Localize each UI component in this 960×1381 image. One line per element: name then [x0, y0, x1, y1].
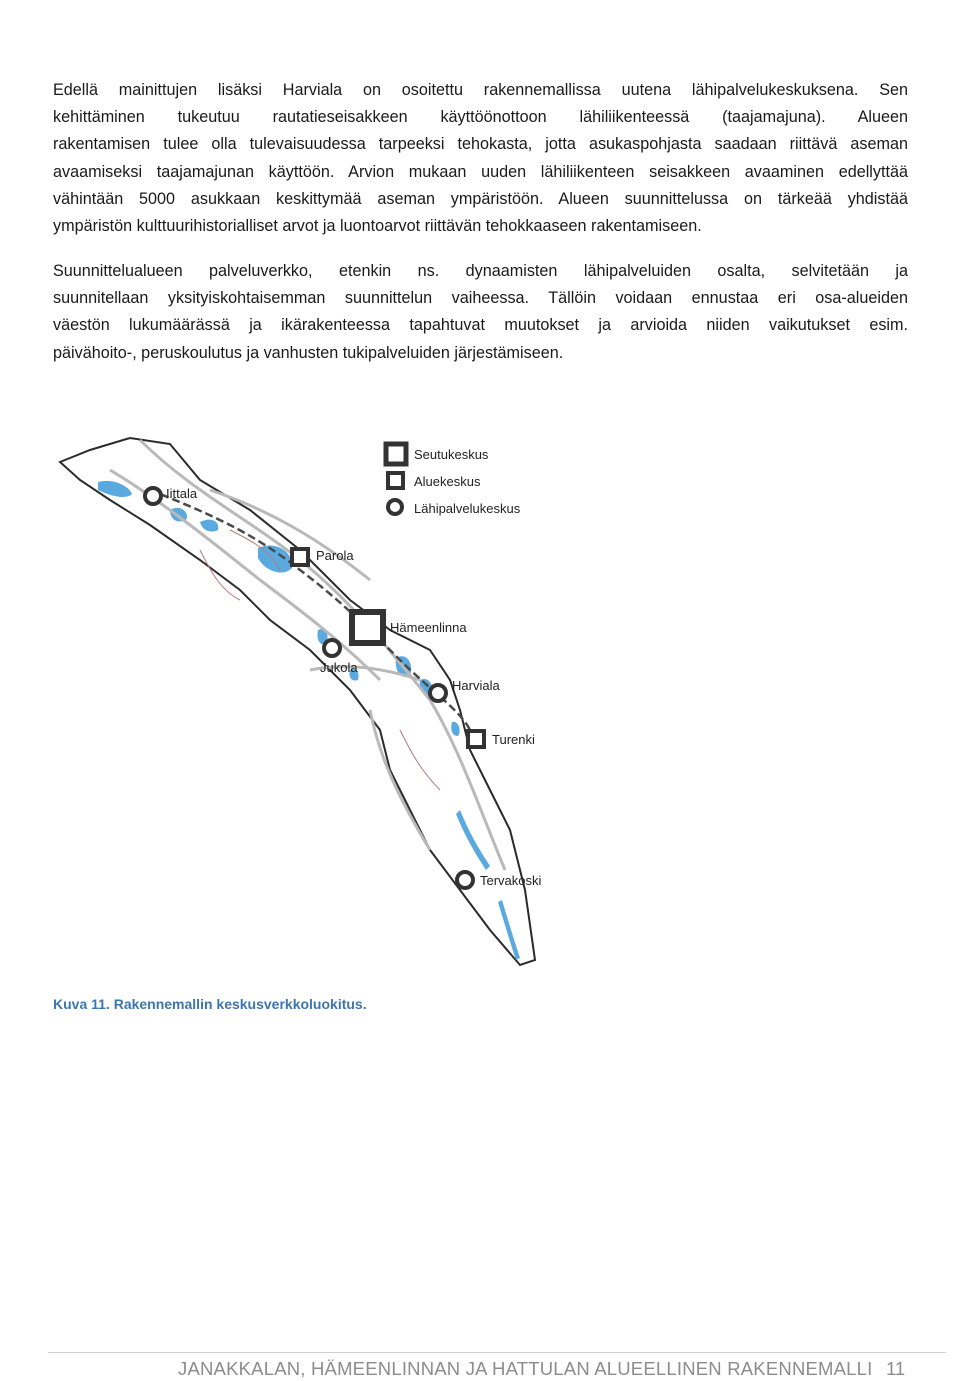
area-center-marker [468, 731, 484, 747]
map-legend [386, 444, 521, 516]
paragraph-1-line: kehittäminen tukeutuu rautatieseisakkeen käyttöönottoon lähiliikenteessä (taajamajuna). Alueen [53, 108, 908, 127]
place-tervakoski [457, 872, 542, 888]
area-center-legend-icon [388, 473, 403, 488]
paragraph-1-line: ympäristön kulttuurihistorialliset arvot ja luontoarvot riittävän tehokkaaseen rakentamiseen. [53, 217, 702, 236]
place-hameenlinna [352, 612, 467, 643]
local-center-marker [324, 640, 340, 656]
place-turenki [468, 731, 535, 747]
page-number: 11 [886, 1358, 906, 1379]
local-center-legend-icon [388, 500, 402, 514]
center-network-map [50, 430, 610, 990]
paragraph-2 [53, 258, 908, 367]
place-parola [292, 548, 354, 565]
paragraph-1-line: vähintään 5000 asukkaan keskittymää aseman ympäristöön. Alueen suunnittelussa on tärkeää yhdistää [53, 189, 908, 208]
paragraph-2-line: päivähoito-, peruskoulutus ja vanhusten tukipalveluiden järjestämiseen. [53, 343, 564, 362]
place-label: Turenki [492, 732, 535, 747]
regional-center-marker [352, 612, 383, 643]
footer-divider [48, 1352, 946, 1353]
legend-area-center: Aluekeskus [414, 474, 481, 489]
local-center-marker [430, 685, 446, 701]
paragraph-2-line: suunnitellaan yksityiskohtaisemman suunnittelun vaiheessa. Tällöin voidaan ennustaa eri osa-alueiden [53, 289, 908, 308]
paragraph-1 [53, 77, 908, 240]
place-label: Jukola [320, 660, 358, 675]
place-label: Hämeenlinna [390, 620, 467, 635]
paragraph-1-line: avaamiseksi taajamajunan käyttöön. Arvion mukaan uuden lähiliikenteen seisakkeen avaaminen edellyttää [53, 162, 908, 181]
area-center-marker [292, 549, 308, 565]
regional-center-legend-icon [386, 444, 406, 464]
legend-local-service-center: Lähipalvelukeskus [414, 501, 521, 516]
paragraph-2-line: Suunnittelualueen palveluverkko, etenkin ns. dynaamisten lähipalveluiden osalta, selvitetään ja [53, 262, 908, 280]
local-center-marker [457, 872, 473, 888]
place-label: Harviala [452, 678, 500, 693]
figure-caption: Kuva 11. Rakennemallin keskusverkkoluokitus. [53, 996, 367, 1012]
paragraph-1-line: rakentamisen tulee olla tulevaisuudessa tarpeeksi tehokasta, jotta asukaspohjasta saadaan riittävä aseman [53, 135, 908, 154]
place-label: Iittala [166, 486, 198, 501]
footer-title: JANAKKALAN, HÄMEENLINNAN JA HATTULAN ALUEELLINEN RAKENNEMALLI [178, 1358, 873, 1379]
place-label: Parola [316, 548, 354, 563]
paragraph-1-line: Edellä mainittujen lisäksi Harviala on osoitettu rakennemallissa uutena lähipalvelukeskuksena. Sen [53, 81, 908, 99]
paragraph-2-line: väestön lukumäärässä ja ikärakenteessa tapahtuvat muutokset ja arvioida niiden vaikutukset esim. [53, 316, 908, 335]
local-center-marker [145, 488, 161, 504]
legend-regional-center: Seutukeskus [414, 447, 489, 462]
place-label: Tervakoski [480, 873, 542, 888]
